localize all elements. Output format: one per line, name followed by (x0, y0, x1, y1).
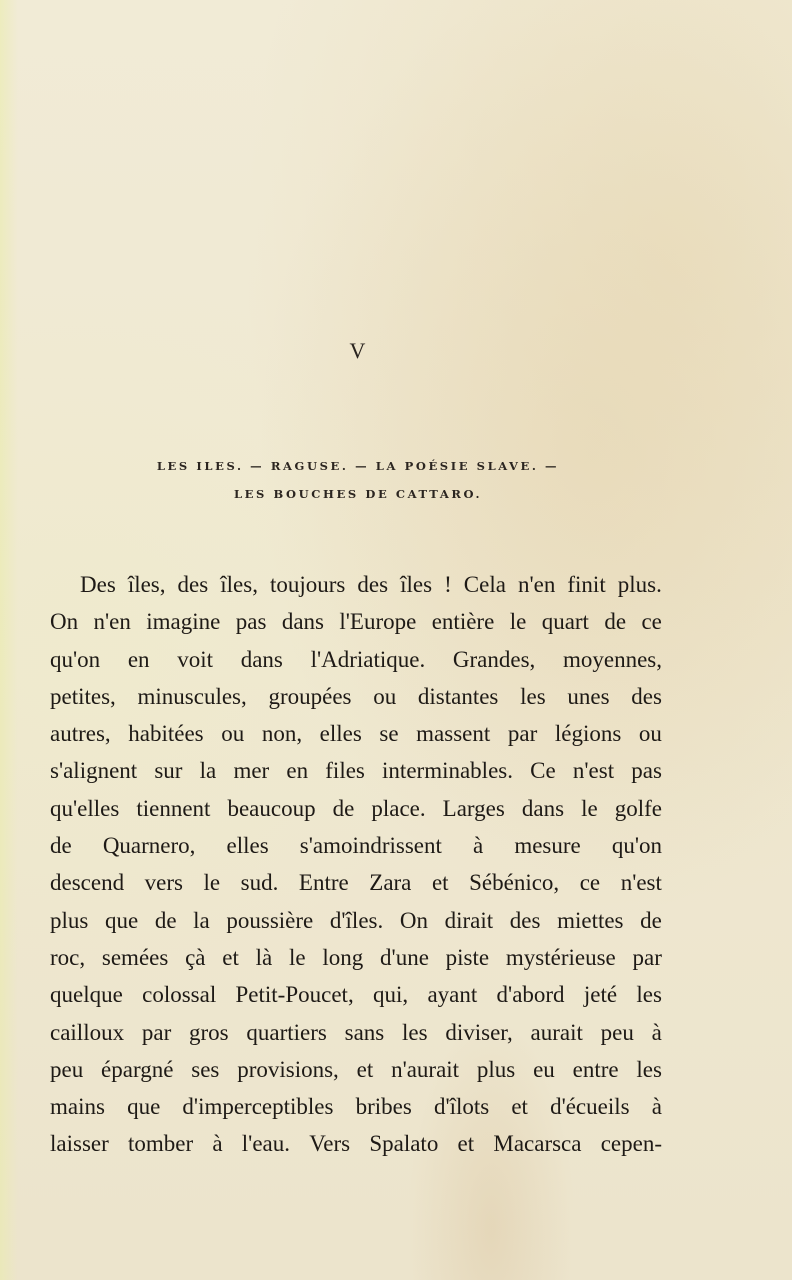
text-line: plus que de la poussière d'îles. On dirait des miettes de (50, 907, 662, 933)
text-line: laisser tomber à l'eau. Vers Spalato et Macarsca cepen- (50, 1131, 662, 1157)
text-line: petites, minuscules, groupées ou distantes les unes des (50, 683, 662, 709)
chapter-heading (0, 452, 716, 508)
text-line: qu'on en voit dans l'Adriatique. Grandes, moyennes, (50, 646, 662, 672)
page-edge-shading (0, 0, 18, 1280)
text-line: descend vers le sud. Entre Zara et Sébénico, ce n'est (50, 870, 662, 896)
text-line: cailloux par gros quartiers sans les diviser, aurait peu à (50, 1019, 662, 1045)
chapter-heading-line-1: LES ILES. — RAGUSE. — LA POÉSIE SLAVE. — (156, 459, 560, 473)
text-line: peu épargné ses provisions, et n'aurait plus eu entre les (50, 1056, 662, 1082)
text-line: mains que d'imperceptibles bribes d'îlots et d'écueils à (50, 1094, 662, 1120)
text-line: s'alignent sur la mer en files interminables. Ce n'est pas (50, 758, 662, 784)
text-line: quelque colossal Petit-Poucet, qui, ayant d'abord jeté les (50, 982, 662, 1008)
chapter-heading-line-2: LES BOUCHES DE CATTARO. (233, 487, 483, 501)
text-line: Des îles, des îles, toujours des îles ! Cela n'en finit plus. (80, 572, 662, 597)
text-line: de Quarnero, elles s'amoindrissent à mesure qu'on (50, 833, 662, 859)
text-line: qu'elles tiennent beaucoup de place. Larges dans le golfe (50, 795, 662, 821)
text-line: autres, habitées ou non, elles se massent par légions ou (50, 721, 662, 747)
body-paragraph (50, 566, 662, 1163)
chapter-number: V (349, 338, 367, 363)
text-line: On n'en imagine pas dans l'Europe entière le quart de ce (50, 609, 662, 635)
text-line: roc, semées çà et là le long d'une piste mystérieuse par (50, 944, 662, 970)
